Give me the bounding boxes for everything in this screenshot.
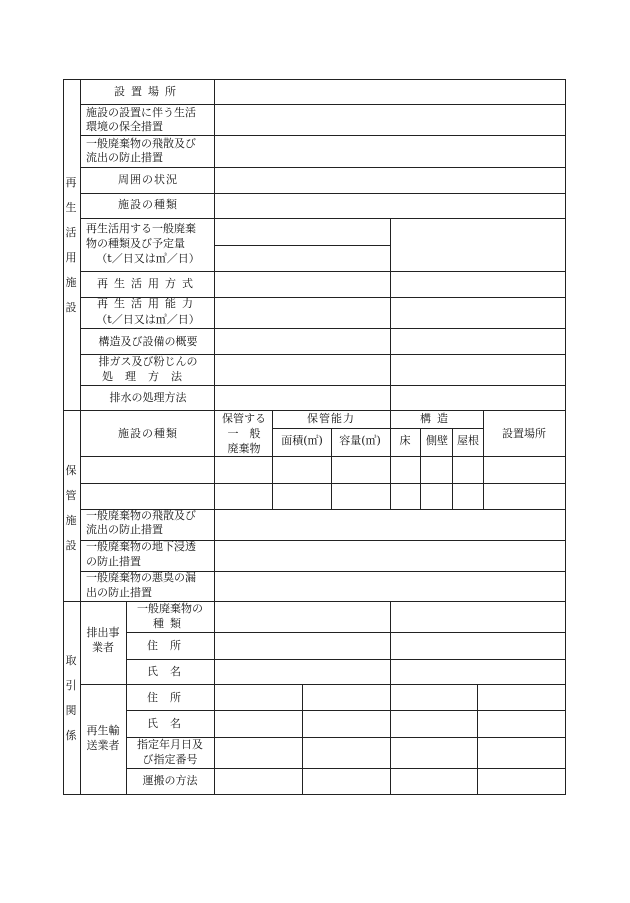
- label-capacity-2: （t／日又は㎥／日）: [96, 313, 200, 326]
- label-storage-capacity: 保管能力: [307, 412, 355, 425]
- label-waste-type-2: 種類: [153, 617, 187, 630]
- label-roof: 屋根: [457, 434, 479, 447]
- label-stored-waste-3: 廃棄物: [227, 442, 261, 455]
- rule-v-12: [390, 601, 391, 795]
- label-storage-scatter-1: 一般廃棄物の飛散及び: [86, 509, 196, 522]
- label-scatter-1: 一般廃棄物の飛散及び: [86, 137, 196, 150]
- rule-h-8: [80, 218, 566, 219]
- label-discharger-address: 住所: [147, 639, 193, 652]
- label-volume: 容量(㎥): [339, 434, 381, 447]
- rule-v-13: [302, 684, 303, 795]
- rule-h-23: [126, 659, 566, 660]
- rule-h-18: [80, 483, 566, 484]
- rule-h-24: [80, 684, 566, 685]
- label-designation-2: び指定番号: [142, 753, 198, 766]
- label-waste-types-3: （t／日又は㎥／日）: [96, 252, 200, 265]
- rule-v-2: [80, 79, 81, 795]
- label-surroundings: 周囲の状況: [118, 173, 178, 186]
- rule-v-7: [390, 410, 391, 510]
- label-wastewater: 排水の処理方法: [109, 391, 187, 404]
- rule-h-17: [80, 456, 566, 457]
- label-storage-scatter-2: 流出の防止措置: [86, 523, 163, 536]
- label-odor-2: 出の防止措置: [86, 586, 152, 599]
- rule-v-4: [390, 218, 391, 411]
- label-discharger-2: 業者: [92, 641, 114, 654]
- section-label-transactions: 取 引 関 係: [65, 654, 77, 742]
- rule-h-5: [80, 135, 566, 136]
- label-odor-1: 一般廃棄物の悪臭の漏: [86, 571, 196, 584]
- label-method: 再生活用方式: [97, 277, 199, 290]
- label-transport-method: 運搬の方法: [142, 774, 198, 787]
- rule-h-27: [126, 768, 566, 769]
- rule-h-7: [80, 193, 566, 194]
- rule-h-4: [80, 104, 566, 105]
- label-designation-1: 指定年月日及: [137, 738, 203, 751]
- label-env-measures-2: 環境の保全措置: [86, 120, 163, 133]
- rule-v-14: [477, 684, 478, 795]
- label-discharger-1: 排出事: [86, 626, 120, 639]
- rule-v-1: [565, 79, 566, 795]
- rule-v-6: [331, 428, 332, 510]
- label-waste-types-1: 再生活用する一般廃棄: [86, 222, 196, 235]
- label-seepage-2: の防止措置: [86, 555, 141, 568]
- label-location: 設置場所: [114, 85, 182, 98]
- label-transporter-2: 送業者: [86, 739, 120, 752]
- label-structure-group: 構造: [420, 412, 454, 425]
- rule-h-14: [214, 245, 391, 246]
- rule-h-2: [63, 410, 566, 411]
- rule-h-6: [80, 167, 566, 168]
- label-structure: 構造及び設備の概要: [98, 335, 198, 348]
- rule-v-9: [452, 428, 453, 510]
- rule-h-16: [390, 428, 484, 429]
- rule-v-8: [420, 428, 421, 510]
- label-waste-types-2: 物の種類及び予定量: [86, 237, 185, 250]
- section-label-storage: 保 管 施 設: [65, 464, 77, 552]
- label-seepage-1: 一般廃棄物の地下浸透: [86, 540, 196, 553]
- label-transporter-1: 再生輸: [86, 724, 120, 737]
- rule-h-13: [80, 385, 566, 386]
- label-floor: 床: [399, 434, 411, 447]
- rule-h-0: [63, 79, 566, 80]
- rule-h-22: [126, 632, 566, 633]
- label-capacity-1: 再生活用能力: [97, 297, 199, 310]
- rule-h-11: [80, 328, 566, 329]
- label-scatter-2: 流出の防止措置: [86, 151, 163, 164]
- rule-v-11: [126, 601, 127, 795]
- label-env-measures-1: 施設の設置に伴う生活: [86, 106, 196, 119]
- label-storage-facility-type: 施設の種類: [118, 427, 178, 440]
- section-label-recycling: 再 生 活 用 施 設: [65, 176, 77, 314]
- label-exhaust-1: 排ガス及び粉じんの: [98, 355, 198, 368]
- rule-h-1: [63, 794, 566, 795]
- label-waste-type-1: 一般廃棄物の: [137, 602, 203, 615]
- label-exhaust-2: 処理方法: [102, 370, 194, 383]
- label-wall: 側壁: [426, 434, 448, 447]
- label-transporter-address: 住所: [147, 691, 193, 704]
- rule-h-25: [126, 710, 566, 711]
- rule-v-3: [214, 79, 215, 795]
- rule-h-9: [80, 271, 566, 272]
- label-discharger-name: 氏名: [147, 665, 193, 678]
- label-transporter-name: 氏名: [147, 717, 193, 730]
- label-stored-waste-2: 一 般: [227, 427, 261, 440]
- label-storage-location: 設置場所: [502, 427, 546, 440]
- label-area: 面積(㎡): [281, 434, 323, 447]
- label-facility-type: 施設の種類: [118, 198, 178, 211]
- rule-v-5: [272, 410, 273, 510]
- rule-v-10: [483, 410, 484, 510]
- label-stored-waste-1: 保管する: [222, 412, 266, 425]
